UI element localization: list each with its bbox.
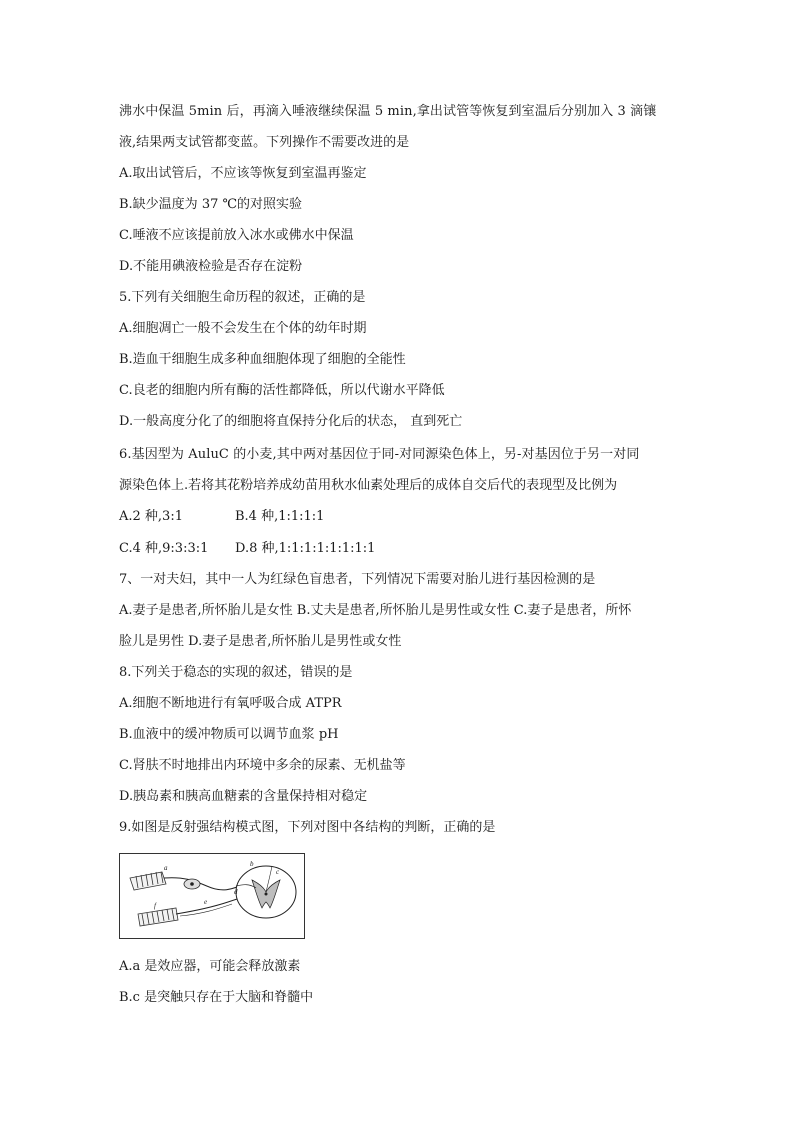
question-8-option-d: D.胰岛素和胰高血糖素的含量保持相对稳定 [119,789,368,804]
question-8-option-c: C.肾肤不时地排出内环境中多余的尿素、无机盐等 [119,758,406,773]
label-d: d [234,888,238,896]
question-6-option-a: A.2 种,3:1 [119,509,183,524]
question-5-stem: 5.下列有关细胞生命历程的叙述，正确的是 [119,290,366,305]
question-7-options-line-2: 脸儿是男性 D.妻子是患者,所怀胎儿是男性或女性 [119,634,402,649]
label-a: a [164,864,168,872]
question-4-option-a: A.取出试管后，不应该等恢复到室温再鉴定 [119,166,367,181]
question-6-stem-line-2: 源染色体上.若将其花粉培养成幼苗用秋水仙素处理后的成体自交后代的表现型及比例为 [119,478,618,493]
question-9-stem: 9.如图是反射强结构模式图，下列对图中各结构的判断，正确的是 [119,820,496,835]
receptor-patch [130,872,166,890]
question-4-stem-line-2: 液,结果两支试管都变蓝。下列操作不需要改进的是 [119,135,410,150]
question-6-options-row-2 [119,540,375,558]
effector-muscle [138,908,178,926]
question-9-option-a: A.a 是效应器，可能会释放激素 [119,959,301,974]
question-5-option-b: B.造血干细胞生成多种血细胞体现了细胞的全能性 [119,352,406,367]
reflex-arc-drawing [120,854,306,940]
label-e: e [204,898,208,906]
question-6-option-d: D.8 种,1:1:1:1:1:1:1:1 [235,541,376,556]
question-4-option-c: C.唾液不应该提前放入冰水或佛水中保温 [119,228,354,243]
question-5-option-c: C.良老的细胞内所有酶的活性都降低，所以代谢水平降低 [119,383,445,398]
question-4-option-d: D.不能用碘液检验是否存在淀粉 [119,259,303,274]
question-4-stem-line-1: 沸水中保温 5min 后，再滴入唾液继续保温 5 min,拿出试管等恢复到室温后分别加入 3 滴镶 [119,104,657,119]
label-c: c [276,868,280,876]
reflex-arc-diagram [119,853,305,939]
question-7-stem: 7、一对夫妇，其中一人为红绿色盲患者，下列情况下需要对胎儿进行基因检测的是 [119,572,596,587]
question-8-option-a: A.细胞不断地进行有氧呼吸合成 ATPR [119,696,342,711]
question-5-option-d: D.一般高度分化了的细胞将直保持分化后的状态， 直到死亡 [119,414,463,429]
question-5-option-a: A.细胞凋亡一般不会发生在个体的幼年时期 [119,321,367,336]
label-b: b [250,860,254,868]
question-7-options-line-1: A.妻子是患者,所怀胎儿是女性 B.丈夫是患者,所怀胎儿是男性或女性 C.妻子是患者，所怀 [119,603,632,618]
label-f: f [154,902,156,910]
question-6-option-b: B.4 种,1:1:1:1 [235,509,325,524]
question-6-options-row-1 [119,508,324,526]
question-8-option-b: B.血液中的缓冲物质可以调节血浆 pH [119,727,339,742]
spinal-cord-section [236,866,296,918]
question-8-stem: 8.下列关于稳态的实现的叙述，错误的是 [119,665,353,680]
question-6-stem-line-1: 6.基因型为 AuluC 的小麦,其中两对基因位于同-对同源染色体上，另-对基因位于另一对同 [119,447,640,462]
question-6-option-c: C.4 种,9:3:3:1 [119,541,209,556]
question-4-option-b: B.缺少温度为 37 ℃的对照实验 [119,197,303,212]
question-9-option-b: B.c 是突触只存在于大脑和脊髓中 [119,990,314,1005]
